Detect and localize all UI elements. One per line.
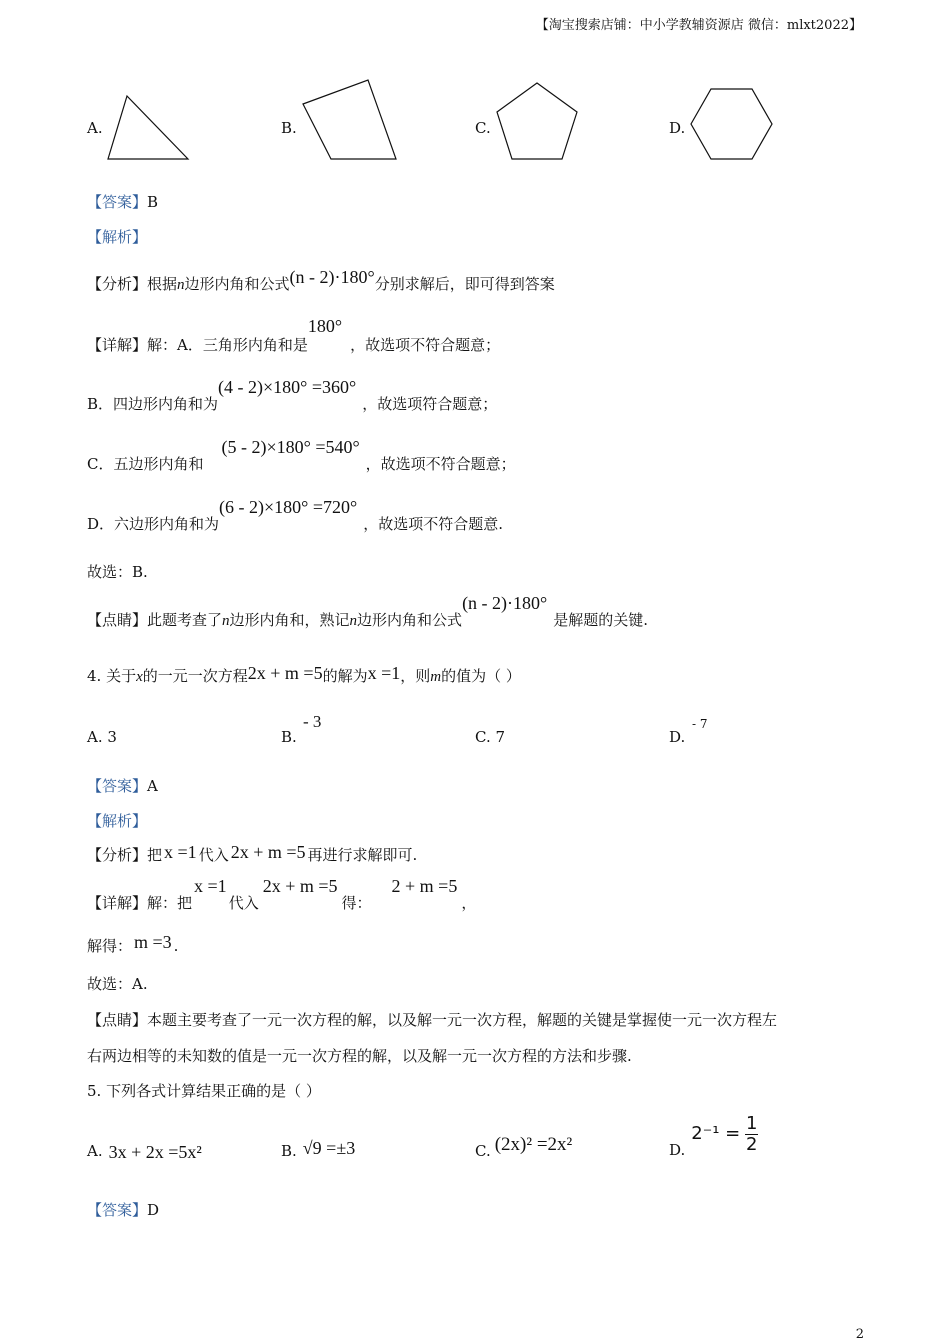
q5-option-d-fraction: $\frac{1}{2}$ (746, 1113, 758, 1155)
q4-dianjing-line1: 【点睛】本题主要考查了一元一次方程的解，以及解一元一次方程，解题的关键是掌握使一元一次方程左 (87, 1011, 778, 1029)
q4-option-d: D. (669, 728, 686, 746)
q5-option-c: C. (2x)² =2x² (475, 1134, 573, 1160)
q4-choose: 故选：A. (87, 975, 148, 993)
q5-answer: 【答案】D (87, 1201, 160, 1219)
q4-option-b: B. (281, 728, 297, 746)
page-header: 【淘宝搜索店铺：中小学教辅资源店 微信：mlxt2022】 (535, 18, 862, 33)
hexagon-shape (689, 87, 775, 162)
q5-question: 5. 下列各式计算结果正确的是（ ） (87, 1082, 321, 1100)
page-number: 2 (855, 1327, 864, 1342)
triangle-shape (106, 94, 192, 162)
q4-option-a: A. 3 (87, 728, 117, 746)
pentagon-shape (494, 81, 580, 162)
q3-line-d: D．六边形内角和为(6 - 2)×180° =720°，故选项不符合题意. (87, 497, 503, 533)
q3-fenxi: 【分析】根据n边形内角和公式(n - 2)·180°分别求解后，即可得到答案 (87, 267, 555, 293)
option-d-label: D. (669, 119, 686, 137)
q4-xiangjie: 【详解】解：把x =1代入2x + m =5得：2 + m =5， (87, 876, 477, 912)
q4-dianjing-line2: 右两边相等的未知数的值是一元一次方程的解，以及解一元一次方程的方法和步骤. (87, 1047, 632, 1065)
quadrilateral-shape (301, 78, 399, 162)
q3-answer: 【答案】B (87, 193, 159, 211)
q5-option-b: B. √9 =±3 (281, 1138, 356, 1160)
option-c-label: C. (475, 119, 491, 137)
q4-answer: 【答案】A (87, 777, 158, 795)
q4-analysis-tag: 【解析】 (87, 812, 148, 830)
q4-option-b-value: - 3 (303, 712, 322, 731)
q3-line-c: C．五边形内角和(5 - 2)×180° =540°，故选项不符合题意； (87, 437, 516, 473)
q3-choose: 故选：B. (87, 563, 148, 581)
q4-question: 4. 关于x的一元一次方程2x + m =5的解为x =1，则m的值为（ ） (87, 663, 521, 685)
q3-xiangjie: 【详解】解：A．三角形内角和是180°，故选项不符合题意； (87, 316, 501, 354)
option-a-label: A. (87, 119, 103, 137)
q5-option-d: D.2⁻¹ = $\frac{1}{2}$ (669, 1113, 758, 1159)
q3-dianjing: 【点睛】此题考查了n边形内角和，熟记n边形内角和公式(n - 2)·180°是解题的关键. (87, 593, 649, 629)
q4-option-d-value: - 7 (692, 717, 708, 731)
q3-analysis-tag: 【解析】 (87, 228, 148, 246)
q5-option-a: A. 3x + 2x =5x² (87, 1142, 202, 1162)
q3-line-b: B．四边形内角和为(4 - 2)×180° =360°，故选项符合题意； (87, 377, 498, 413)
q4-solve: 解得： m =3 . (87, 932, 179, 955)
option-b-label: B. (281, 119, 297, 137)
q4-fenxi: 【分析】把 x =1 代入 2x + m =5 再进行求解即可. (87, 842, 418, 864)
q4-option-c: C. 7 (475, 728, 506, 746)
